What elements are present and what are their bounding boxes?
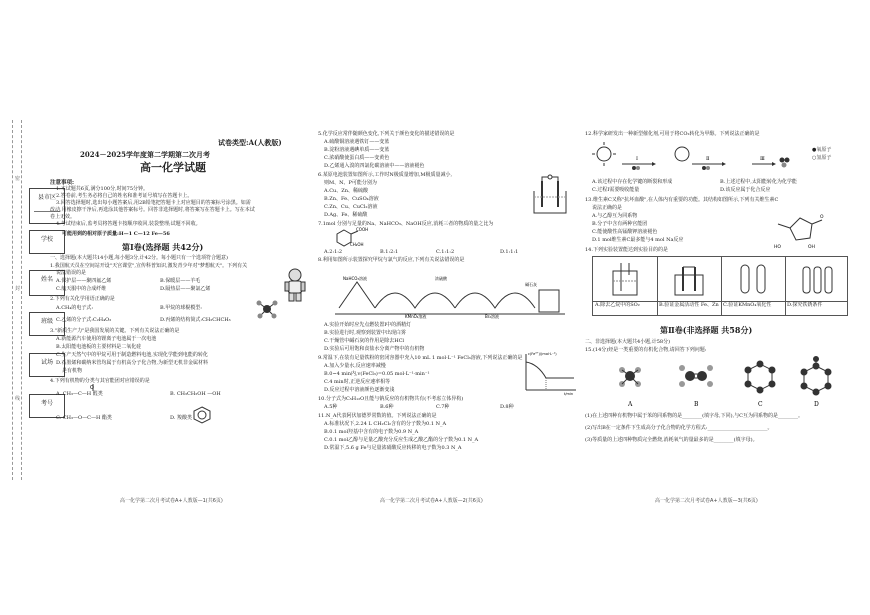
q10-option: D.8种	[500, 404, 514, 410]
molecule-a	[619, 367, 641, 387]
q15-stem: 15.(14分)烃是一类重要的有机化合物,请回答下列问题:	[585, 347, 707, 353]
q1-option: A.保护层——聚四氟乙烯	[56, 278, 112, 284]
year-title: 2024－2025学年度第二学期第二次月考	[80, 150, 210, 159]
q14-divider	[721, 257, 722, 315]
galvanic-cell-figure	[530, 175, 570, 217]
q10-option: A.5种	[324, 404, 338, 410]
rust-test-tubes	[799, 261, 835, 297]
q8-stem: 8.利用如图所示装置探究甲烷与氯气的反应,下列有关说法错误的是	[318, 257, 465, 263]
q5-option: D.乙烯通入溴的四氯化碳溶液中——溶液褪色	[324, 163, 425, 169]
q8-option: B.实验进行时,观察到装置中出现白雾	[324, 330, 406, 336]
q6-stem: 6.某原电池装置如图所示,工作时N极质量增加,M极质量减小,	[318, 172, 453, 178]
note-line: 卷上无效。	[50, 214, 76, 220]
q8-option: A.实验开始时应先点燃装置Ⅰ中的酒精灯	[324, 322, 412, 328]
q1-option: B.保暖层——羊毛	[160, 278, 201, 284]
q3-stem: 3."新质生产力"是我国发展的关键。下列有关说法正确的是	[50, 328, 180, 334]
q12-option: A.该过程中存在化学键的断裂和形成	[592, 179, 673, 185]
q3-option: D.石墨烯和碳纳米管均属于有机高分子化合物,为新型无机非金属材料	[56, 360, 209, 366]
q6-option: C.Zn、Cu、CuCl₂溶液	[324, 204, 378, 210]
q10-option: C.7种	[436, 404, 450, 410]
q6-option: B.Zn、Fe、CuSO₄溶液	[324, 196, 379, 202]
q13-option: B.分子中含有两种官能团	[592, 221, 648, 227]
benzoic-ring	[190, 405, 230, 423]
q9-option: A.加入少量水,反应速率减慢	[324, 363, 386, 369]
q10-option: B.6种	[380, 404, 394, 410]
q3-option: B.太阳能电池板的主要材料是二氧化硅	[56, 344, 142, 350]
q4-stem: 4.下列有机物的分类与其官能团对应错误的是	[50, 378, 150, 384]
molecule-label: A	[628, 401, 633, 408]
molecule-label: B	[694, 401, 699, 408]
subject-title: 高一化学试题	[140, 161, 206, 174]
info-box-school[interactable]	[29, 230, 65, 254]
fig-label: 碱石灰	[525, 282, 537, 287]
q5-option: B.淀粉溶液遇碘单质——变蓝	[324, 147, 390, 153]
q7-option: B.1:2:1	[380, 249, 399, 255]
q13-stem: 说法正确的是	[592, 205, 623, 211]
q2-option: D.丙烯的结构简式:CH₂CHCH₃	[160, 317, 231, 323]
q6-option: D.Ag、Fe、稀硫酸	[324, 212, 368, 218]
legend-hydrogen: ○氢原子	[812, 155, 832, 161]
note-line: 2.答卷前,考生务必将自己的姓名和准考证号填写在答题卡上。	[56, 193, 193, 199]
svg-text:O: O	[90, 385, 94, 391]
q2-option: C.乙烯的分子式:C₂H₄O₂	[56, 317, 112, 323]
q7-structure	[336, 227, 369, 248]
box-label: 考号	[40, 400, 53, 407]
q6-stem: 则M、N、P可能分别为	[324, 180, 377, 186]
fig-label: Br₂溶液	[485, 314, 499, 319]
seal-char: 密	[15, 176, 21, 182]
q11-option: D.常温下,5.6 g Fe与足量浓硝酸反应转移的电子数为0.3 N_A	[324, 445, 462, 451]
q9-option: D.反应过程中溶液颜色逐渐变浅	[324, 387, 395, 393]
box-label: 姓名	[40, 276, 53, 283]
q14-table	[592, 256, 848, 316]
concentration-time-graph	[518, 350, 578, 396]
svg-text:O: O	[820, 215, 824, 220]
graph-x-label: t/min	[564, 392, 574, 396]
note-line: 4.考试结束后,监考员将答题卡按顺序收回,装袋整理;试题不回收。	[56, 221, 201, 227]
step-label: Ⅲ	[760, 156, 765, 162]
note-line: 3.回答选择题时,选出每小题答案后,用2B铅笔把答题卡上对应题目的答案标号涂黑。如需	[56, 200, 251, 206]
molecule-b	[679, 365, 713, 387]
q12-option: C.过程Ⅰ需要吸收能量	[592, 187, 640, 193]
ball-stick-model	[256, 300, 278, 318]
q15-subquestion: (1)在上述四种有机物中属于苯的同系物的是________(填字母,下同),与C互为同系物的是________。	[585, 413, 803, 419]
q7-stem: 7.1mol 分别与足量的Na、NaHCO₃、NaOH反应,消耗三者的物质的量之比为	[318, 221, 494, 227]
q11-stem: 11.N_A代表阿伏加德罗常数的值。下列说法正确的是	[318, 413, 437, 419]
astronaut-figure	[282, 268, 308, 302]
q11-option: A.标准状况下,2.24 L CH₂Cl₂含有的分子数为0.1 N_A	[324, 421, 447, 427]
q13-option: A.与乙醇互为同系物	[592, 213, 638, 219]
step-label: Ⅱ	[706, 156, 710, 162]
q13-stem: 13.维生素C又称"抗坏血酸",在人体内有重要的功能。其结构如图所示,下列有关维生素C	[585, 197, 779, 203]
svg-text:OH: OH	[808, 245, 815, 250]
carbonyl-structure	[78, 383, 108, 395]
note-line: 改动,用橡皮擦干净后,再选涂其他答案标号。回答非选择题时,将答案写在答题卡上。写在本试	[50, 207, 255, 213]
q2-stem: 2.下列有关化学用语正确的是	[50, 296, 115, 302]
svg-text:CH₂OH: CH₂OH	[350, 242, 364, 247]
fig-label: NaHCO₃溶液	[343, 276, 367, 281]
q8-option: D.实验后可用饱和食盐水分离产物中的有机物	[324, 346, 425, 352]
q15-subquestion: (2)写出B在一定条件下生成高分子化合物的化学方程式:________________________。	[585, 425, 773, 431]
q9-stem: 9.常温下,在装有足量铁粉的密闭容器中充入10 mL 1 mol·L⁻¹ FeCl₃溶液,下列说法正确的是	[318, 355, 523, 361]
q1-stem: 1.我国航天员在空间站开设"天宫课堂",宣传科普知识,激发青少年对"梦想航天"。下列有关	[50, 263, 248, 269]
svg-text:HO: HO	[774, 245, 781, 250]
q11-option: C.0.1 mol乙醇与足量乙酸充分反应生成乙酸乙酯的分子数为0.1 N_A	[324, 437, 479, 443]
q13-option: D.1 mol维生素C最多能与4 mol Na反应	[592, 237, 684, 243]
q14-option-d: D.探究铁锈条件	[787, 302, 823, 308]
q14-option-c: C.验证KMnO₄氧化性	[723, 302, 772, 308]
molecule-d	[801, 356, 832, 396]
q9-option: B.0~4 min内,v(FeCl₃)=0.05 mol·L⁻¹·min⁻¹	[324, 371, 430, 377]
legend-oxygen: ●氧原子	[812, 147, 832, 153]
q14-divider	[785, 257, 786, 315]
q13-option: C.能使酸性高锰酸钾溶液褪色	[592, 229, 658, 235]
q15-subquestion: (3)等质量的上述四种物质完全燃烧,消耗氧气的量最多的是________(填字母)。	[585, 437, 758, 443]
q14-stem: 14.下列实验装置能达到实验目的的是	[585, 247, 668, 253]
graph-y-label: c(Fe³⁺)/(mol·L⁻¹)	[528, 352, 557, 356]
test-tube-setup	[735, 261, 771, 297]
q12-option: B.上述过程中,太阳能转化为化学能	[720, 179, 797, 185]
q3-option: 是有机物	[62, 368, 83, 374]
q3-option: C.生产天然气中的甲烷可用于制造燃料电池,实现化学能到电能的转化	[56, 352, 208, 358]
q9-option: C.4 min时,正逆反应速率相等	[324, 379, 391, 385]
q2-option: A.CH₄的电子式:	[56, 305, 94, 311]
q7-option: A.2:1:2	[324, 249, 343, 255]
molecule-label: C	[758, 401, 763, 408]
step-label: Ⅰ	[636, 156, 638, 162]
page-footer: 高一化学第二次月考试卷A+人教版—2(共6页)	[380, 498, 483, 504]
q7-option: C.1:1:2	[436, 249, 455, 255]
box-label: 试场	[40, 359, 53, 366]
binding-strip	[12, 120, 22, 480]
q10-stem: 10.分子式为C₅H₁₂O且能与钠反应的有机物共有(不考虑立体异构)	[318, 396, 464, 402]
q8-option: C.干燥管中碱石灰的作用是除去HCl	[324, 338, 405, 344]
section1-title: 第Ⅰ卷(选择题 共42分)	[122, 242, 204, 252]
note-line: 1.本试题共6页,满分100分,时间75分钟。	[56, 186, 149, 192]
box-label: 县市区	[37, 194, 56, 201]
q4-option: B. CH₃CH₂OH —OH	[170, 391, 221, 397]
q4-option: A. CH₃—C—H 醛类	[56, 391, 103, 397]
notes-title: 注意事项:	[50, 180, 75, 186]
q5-option: C.浓硝酸使蛋白质——变黄色	[324, 155, 390, 161]
fig-label: 浓硫酸	[435, 276, 447, 281]
page-footer: 高一化学第二次月考试卷A+人教版—3(共6页)	[655, 498, 758, 504]
q2-option: B.甲烷的球棍模型:	[160, 305, 202, 311]
q1-option: D.隔热层——聚氯乙烯	[160, 286, 211, 292]
q1-stem: 说法错误的是	[56, 270, 87, 276]
box-label: 学校	[40, 236, 53, 243]
q12-option: D.该反应属于化合反应	[720, 187, 771, 193]
q12-stem: 12.科学家研发出一种新型催化剂,可用于将CO₂转化为甲醇。下列说法正确的是	[585, 131, 760, 137]
molecule-c	[745, 361, 776, 394]
page-footer: 高一化学第二次月考试卷A+人教版—1(共6页)	[120, 498, 223, 504]
methane-chlorine-apparatus	[335, 268, 565, 320]
vitamin-c-structure	[770, 210, 830, 250]
section1-intro: 一、选择题(本大题共14小题,每小题3分,计42分。每小题只有一个选项符合题意)	[50, 255, 228, 261]
q5-stem: 5.化学反应常伴随颜色变化,下列关于颜色变化的描述错误的是	[318, 131, 455, 137]
q3-option: A.新能源汽车使用的锂离子电池属于一次电池	[56, 336, 157, 342]
atomic-mass-line: 可能用到的相对原子质量:H—1 C—12 Fe—56	[62, 231, 170, 237]
molecule-label: D	[814, 401, 819, 408]
q1-option: C.航天服中的合成纤维	[56, 286, 107, 292]
q14-option-b: B.验证金属活动性 Fe、Zn	[659, 302, 719, 308]
q11-option: B.0.1 mol羟基中含有的电子数为0.9 N_A	[324, 429, 419, 435]
paper-type: 试卷类型:A(人教版)	[218, 138, 282, 147]
fig-label: KMnO₄溶液	[405, 314, 427, 319]
gas-washing-bottle	[607, 263, 643, 297]
seal-char: 线	[15, 396, 21, 402]
q6-option: A.Cu、Zn、稀硫酸	[324, 188, 368, 194]
catalysis-process-figure	[592, 142, 792, 172]
electrode-cell	[671, 263, 707, 297]
q14-option-a: A.除去乙烷中的SO₂	[595, 302, 640, 308]
q5-option: A.硫酸铜溶液遇铁钉——变蓝	[324, 139, 390, 145]
q14-divider	[657, 257, 658, 315]
q4-option: D. 羧酸类	[170, 415, 193, 421]
seal-char: 封	[15, 286, 21, 292]
q4-option: C. CH₃—O—C—H 酯类	[56, 415, 112, 421]
q7-option: D.1:1:1	[500, 249, 519, 255]
section2-intro: 二、非选择题(本大题共4小题,计58分)	[585, 339, 671, 345]
box-label: 班级	[40, 318, 53, 325]
q15-molecule-models	[600, 358, 850, 410]
svg-text:COOH: COOH	[356, 227, 369, 232]
section2-title: 第Ⅱ卷(非选择题 共58分)	[660, 325, 753, 335]
